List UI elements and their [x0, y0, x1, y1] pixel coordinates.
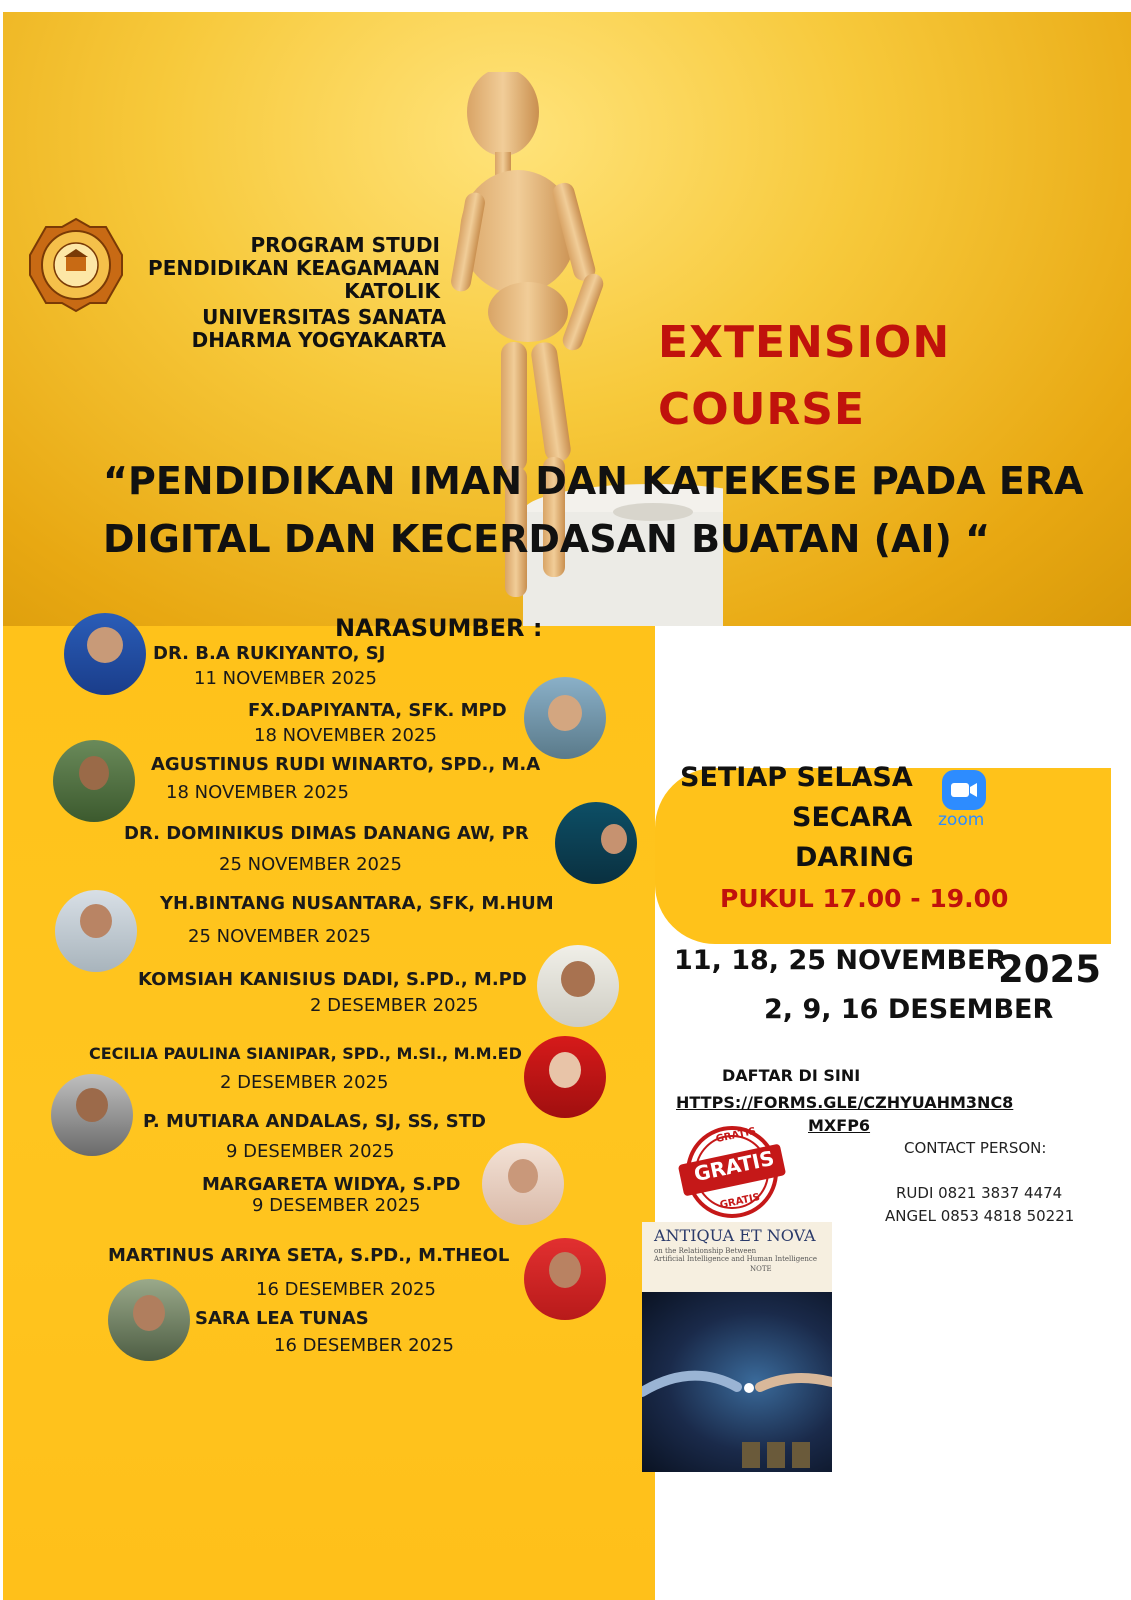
registration-label: DAFTAR DI SINI: [722, 1066, 861, 1085]
speaker-date-10: 16 DESEMBER 2025: [256, 1279, 436, 1300]
speaker-name-2: FX.DAPIYANTA, SFK. MPD: [248, 700, 507, 721]
header-banner: [3, 12, 1131, 626]
speaker-photo-4: [555, 802, 637, 884]
dates-year: 2025: [998, 948, 1101, 991]
speaker-name-9: MARGARETA WIDYA, S.PD: [202, 1174, 461, 1195]
book-subtitle-2: Artificial Intelligence and Human Intelligence: [654, 1255, 817, 1263]
schedule-line-3: DARING: [795, 842, 914, 873]
gratis-stamp: [676, 1124, 788, 1220]
robot-hand-icon: [642, 1292, 832, 1472]
zoom-icon: [942, 770, 986, 810]
speaker-name-11: SARA LEA TUNAS: [195, 1308, 369, 1329]
speakers-heading: NARASUMBER :: [335, 614, 543, 642]
book-cover-image: [642, 1222, 832, 1472]
speaker-date-11: 16 DESEMBER 2025: [274, 1335, 454, 1356]
schedule-line-1: SETIAP SELASA: [680, 762, 913, 793]
speaker-date-4: 25 NOVEMBER 2025: [219, 854, 402, 875]
speaker-name-10: MARTINUS ARIYA SETA, S.PD., M.THEOL: [108, 1245, 510, 1266]
program-line-3: KATOLIK: [344, 279, 440, 303]
dates-line-2: 2, 9, 16 DESEMBER: [764, 994, 1054, 1025]
speaker-photo-10: [524, 1238, 606, 1320]
stamp-text-top: GRATIS: [714, 1125, 758, 1146]
speaker-date-8: 9 DESEMBER 2025: [226, 1141, 395, 1162]
university-name: [113, 306, 446, 352]
schedule-line-2: SECARA: [792, 802, 913, 833]
contact-person-2: ANGEL 0853 4818 50221: [885, 1207, 1075, 1225]
speaker-name-4: DR. DOMINIKUS DIMAS DANANG AW, PR: [124, 823, 529, 844]
registration-link-line-2[interactable]: MXFP6: [808, 1116, 871, 1135]
dates-line-1: 11, 18, 25 NOVEMBER: [674, 945, 1007, 976]
university-line-1: UNIVERSITAS SANATA: [202, 305, 446, 329]
speaker-name-8: P. MUTIARA ANDALAS, SJ, SS, STD: [143, 1111, 486, 1132]
program-name: [113, 234, 440, 303]
book-subtitle-1: on the Relationship Between: [654, 1247, 757, 1255]
speaker-photo-8: [51, 1074, 133, 1156]
contact-label: CONTACT PERSON:: [904, 1139, 1047, 1157]
program-line-2: PENDIDIKAN KEAGAMAAN: [148, 256, 440, 280]
speaker-photo-1: [64, 613, 146, 695]
speaker-date-5: 25 NOVEMBER 2025: [188, 926, 371, 947]
speaker-name-7: CECILIA PAULINA SIANIPAR, SPD., M.SI., M.M.ED: [89, 1044, 522, 1063]
registration-link-line-1[interactable]: HTTPS://FORMS.GLE/CZHYUAHM3NC8: [676, 1093, 1014, 1112]
speaker-photo-2: [524, 677, 606, 759]
university-line-2: DHARMA YOGYAKARTA: [191, 328, 446, 352]
registration-link[interactable]: [676, 1093, 1013, 1112]
ai-hands-image: [642, 1292, 832, 1472]
schedule-time: PUKUL 17.00 - 19.00: [720, 884, 1009, 913]
program-line-1: PROGRAM STUDI: [250, 233, 440, 257]
speaker-photo-6: [537, 945, 619, 1027]
speaker-name-5: YH.BINTANG NUSANTARA, SFK, M.HUM: [160, 893, 554, 914]
video-camera-icon: [942, 770, 986, 810]
event-type-line-2: COURSE: [658, 384, 866, 435]
speaker-date-3: 18 NOVEMBER 2025: [166, 782, 349, 803]
speaker-photo-7: [524, 1036, 606, 1118]
event-title-line-1: “PENDIDIKAN IMAN DAN KATEKESE PADA ERA: [103, 459, 1084, 503]
event-title-line-2: DIGITAL DAN KECERDASAN BUATAN (AI) “: [103, 517, 991, 561]
book-note: NOTE: [750, 1265, 772, 1273]
event-type-line-1: EXTENSION: [658, 317, 951, 368]
speaker-date-1: 11 NOVEMBER 2025: [194, 668, 377, 689]
speaker-photo-11: [108, 1279, 190, 1361]
contact-person-1: RUDI 0821 3837 4474: [896, 1184, 1063, 1202]
speaker-photo-9: [482, 1143, 564, 1225]
book-title: ANTIQUA ET NOVA: [654, 1226, 816, 1245]
speaker-date-9: 9 DESEMBER 2025: [252, 1195, 421, 1216]
speaker-date-7: 2 DESEMBER 2025: [220, 1072, 389, 1093]
speaker-photo-5: [55, 890, 137, 972]
stamp-text-main: GRATIS: [691, 1145, 777, 1187]
speaker-name-3: AGUSTINUS RUDI WINARTO, SPD., M.A: [151, 754, 541, 775]
speaker-name-6: KOMSIAH KANISIUS DADI, S.PD., M.PD: [138, 969, 527, 990]
zoom-label: zoom: [938, 810, 985, 830]
speaker-name-1: DR. B.A RUKIYANTO, SJ: [153, 643, 386, 664]
speaker-date-6: 2 DESEMBER 2025: [310, 995, 479, 1016]
university-logo: [28, 217, 124, 313]
event-title: [103, 452, 1113, 568]
stamp-text-bottom: GRATIS: [718, 1191, 762, 1212]
speaker-photo-3: [53, 740, 135, 822]
speaker-date-2: 18 NOVEMBER 2025: [254, 725, 437, 746]
